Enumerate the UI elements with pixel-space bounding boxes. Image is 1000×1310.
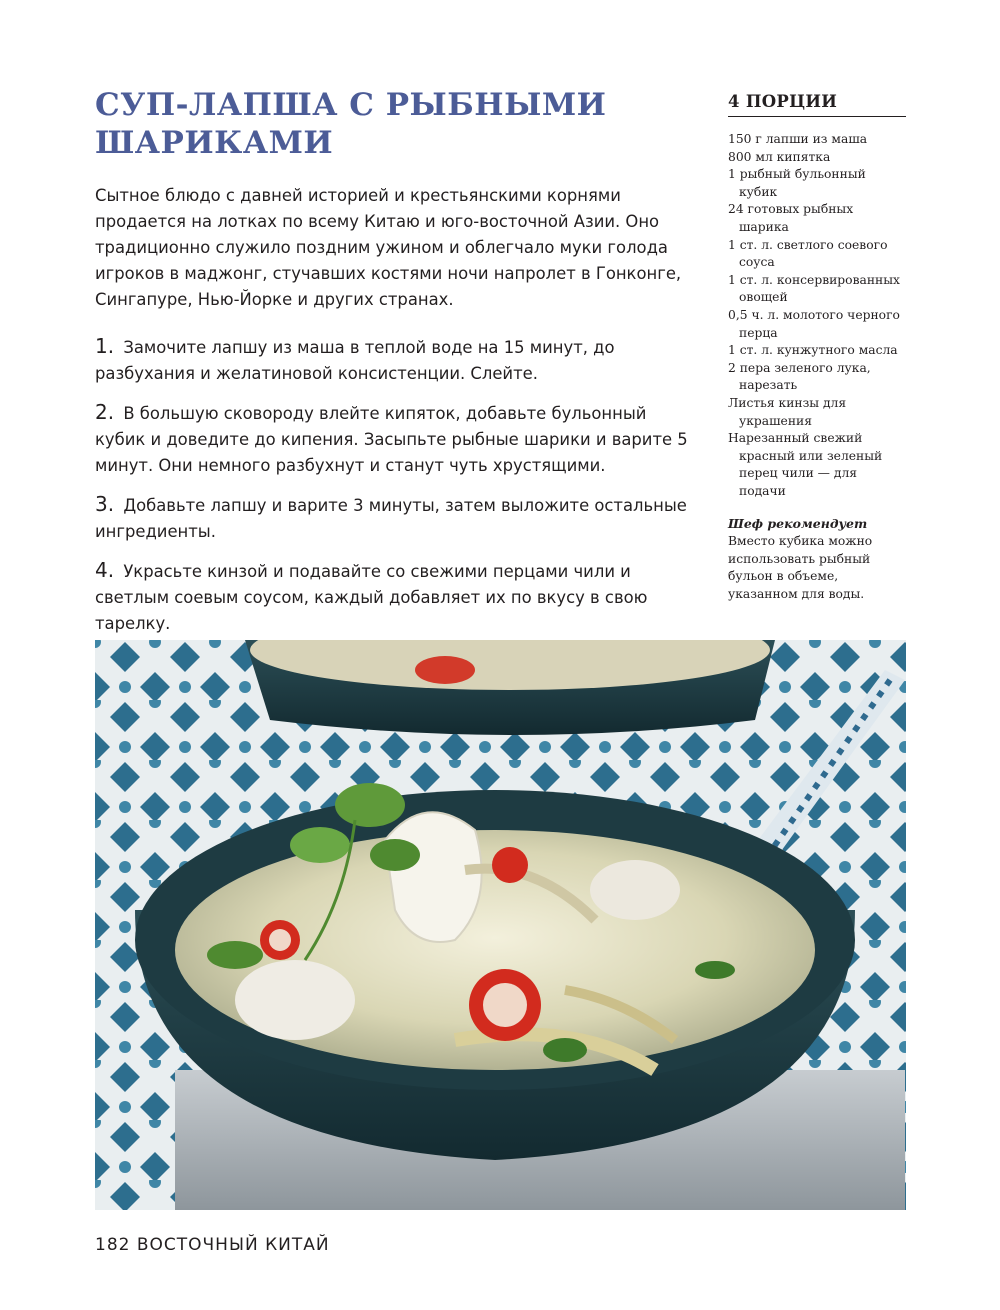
page-footer: 182 ВОСТОЧНЫЙ КИТАЙ: [95, 1235, 330, 1255]
recipe-step: [95, 491, 695, 545]
ingredient-item: 800 мл кипятка: [728, 149, 831, 164]
ingredient-item: 150 г лапши из маша: [728, 132, 868, 146]
ingredients-list: [728, 131, 906, 500]
soup-photo: [95, 640, 906, 1210]
recipe-title: СУП-ЛАПША С РЫБНЫМИ ШАРИКАМИ: [95, 87, 607, 161]
recipe-intro: Сытное блюдо с давней историей и крестьянскими корнями продается на лотках по всему Китаю и юго-восточной Азии. Оно традиционно служило поздним ужином и облегчало муки голода игроков в маджонг, стучавших костями ночи напролет в Гонконге, Сингапуре, Нью-Йорке и других странах.: [95, 186, 682, 309]
chef-tip-text: Вместо кубика можно использовать рыбный бульон в объеме, указанном для воды.: [728, 534, 873, 601]
ingredient-item: Нарезанный свежий красный или зеленый перец чили — для подачи: [728, 431, 883, 498]
chef-tip-title: Шеф рекомендует: [728, 516, 868, 531]
recipe-step: [95, 333, 695, 387]
step-number: 2.: [95, 400, 115, 424]
recipe-step: [95, 557, 695, 637]
step-text: Замочите лапшу из маша в теплой воде на 15 минут, до разбухания и желатиновой консистенции. Слейте.: [95, 338, 615, 383]
ingredient-item: 2 пера зеленого лука, нарезать: [728, 360, 871, 393]
ingredient-item: 1 рыбный бульонный кубик: [728, 167, 866, 199]
step-number: 1.: [95, 334, 115, 358]
ingredient-item: 24 готовых рыбных шарика: [728, 202, 854, 234]
ingredient-item: 1 ст. л. консервированных овощей: [728, 272, 900, 305]
step-number: 4.: [95, 558, 115, 582]
step-text: Добавьте лапшу и варите 3 минуты, затем выложите остальные ингредиенты.: [95, 496, 687, 541]
chef-tip: [728, 515, 906, 603]
recipe-steps: [95, 333, 695, 649]
portions-heading: 4 ПОРЦИИ: [728, 92, 906, 117]
ingredient-item: 1 ст. л. светлого соевого соуса: [728, 237, 888, 270]
recipe-step: [95, 399, 695, 479]
ingredient-item: Листья кинзы для украшения: [728, 395, 847, 428]
ingredient-item: 0,5 ч. л. молотого черного перца: [728, 307, 900, 340]
step-text: Украсьте кинзой и подавайте со свежими перцами чили и светлым соевым соусом, каждый добавляет их по вкусу в свою тарелку.: [95, 562, 648, 633]
step-text: В большую сковороду влейте кипяток, добавьте бульонный кубик и доведите до кипения. Засыпьте рыбные шарики и варите 5 минут. Они немного разбухнут и станут чуть хрустящими.: [95, 404, 688, 475]
step-number: 3.: [95, 492, 115, 516]
ingredient-item: 1 ст. л. кунжутного масла: [728, 343, 898, 358]
